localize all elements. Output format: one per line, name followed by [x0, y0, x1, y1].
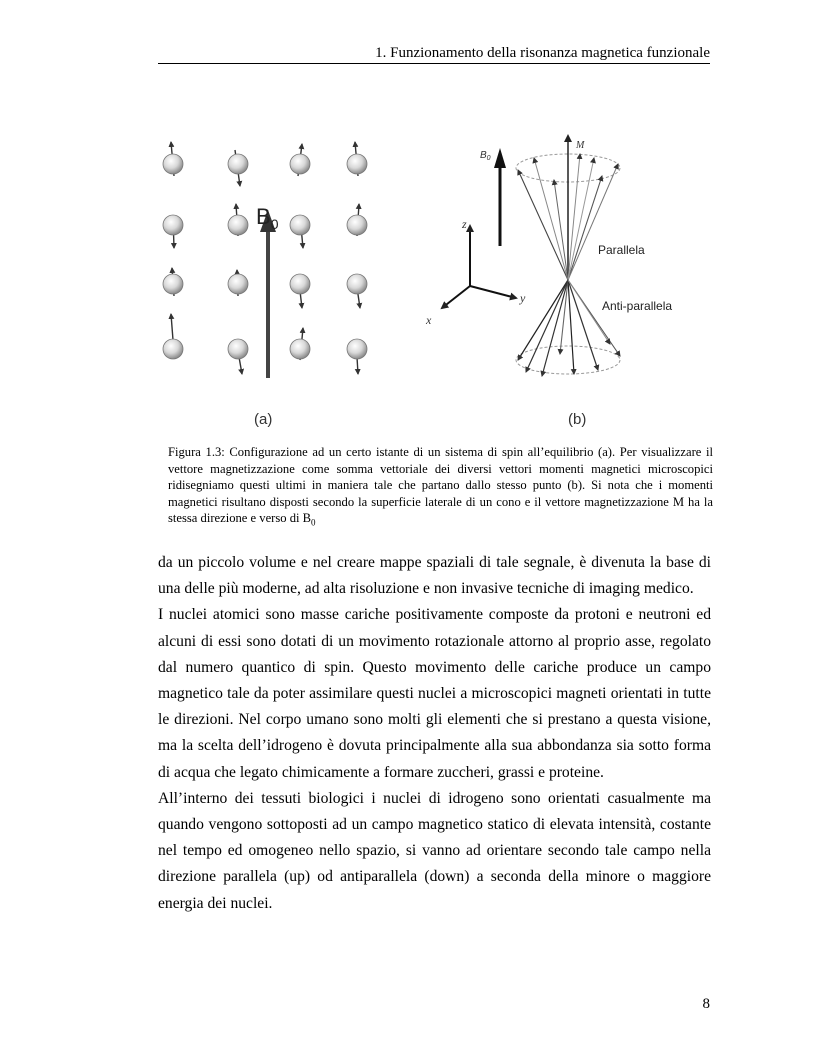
b0-label-b: $B_0$ [480, 150, 491, 162]
paragraph: I nuclei atomici sono masse cariche positivamente composte da protoni e neutroni ed alcuni di essi sono dotati di un movimento rotazionale attorno al proprio asse, regolato dal numero quantico di spin. Questo movimento delle cariche produce un campo magnetico tale da poter assimilare questi nuclei a microscopici magneti orientati in tutte le direzioni. Nel corpo umano sono molti gli elementi che si prestano a questa visione, ma la scelta dell’idrogeno è dovuta principalmente alla sua abbondanza sia sotto forma di acqua che legato chimicamente a formare zuccheri, grassi e proteine. [158, 606, 711, 781]
b0-label-a: $B_0$ [256, 204, 279, 232]
header-title: 1. Funzionamento della risonanza magnetica funzionale [375, 45, 710, 61]
panel-a-label: (a) [254, 411, 273, 428]
caption-subscript: 0 [311, 517, 316, 528]
spin [290, 328, 310, 360]
magnetization-label: M [576, 140, 585, 151]
antiparallel-label: Anti-parallela [602, 299, 673, 313]
figure-spin-system [150, 128, 720, 433]
paragraph: da un piccolo volume e nel creare mappe spaziali di tale segnale, è divenuta la base di una delle più moderne, ad alta risoluzione e non invasive tecniche di imaging medico. [158, 554, 711, 598]
spin [163, 268, 183, 296]
page-number: 8 [702, 996, 710, 1012]
spin [347, 339, 367, 374]
coordinate-axes [442, 226, 516, 308]
axis-z-label: z [462, 217, 467, 231]
paragraph: All’interno dei tessuti biologici i nuclei di idrogeno sono orientati casualmente ma quando vengono sottoposti ad un campo magnetico statico di elevata intensità, costante nel tempo ed omogeneo nello spazio, si vanno ad orientare secondo tale campo nella direzione parallela (up) od antiparallela (down) a seconda della minore o maggiore energia dei nuclei. [158, 789, 711, 912]
b0-field-arrow-a [260, 210, 276, 378]
spin [290, 274, 310, 308]
spin [163, 142, 183, 176]
figure-caption [168, 444, 713, 531]
spin [228, 150, 248, 186]
figure-drawing [150, 128, 720, 433]
spin [228, 339, 248, 374]
body-text [158, 550, 711, 917]
spin [347, 204, 367, 236]
axis-x-label: x [426, 313, 432, 327]
spin [163, 215, 183, 248]
spin [228, 204, 248, 236]
panel-a-spins [163, 142, 367, 374]
spin [347, 274, 367, 308]
axis-y-label: y [520, 291, 526, 305]
panel-b-label: (b) [568, 411, 587, 428]
caption-text: Figura 1.3: Configurazione ad un certo istante di un sistema di spin all’equilibrio (a). Per visualizzare il vettore magnetizzazione come somma vettoriale dei diversi vettori momenti magnetici microscopici ridisegniamo questi ultimi in maniera tale che partano dallo stesso punto (b). Si nota che i momenti magnetici risultano disposti secondo la superficie laterale di un cono e il vettore magnetizzazione M ha la stessa direzione e verso di B [168, 445, 713, 525]
spin [163, 314, 183, 359]
b0-field-arrow-b [494, 148, 506, 246]
spin [347, 142, 367, 176]
parallel-label: Parallela [598, 243, 645, 257]
spin [290, 215, 310, 248]
running-header [158, 44, 710, 62]
spin [290, 144, 310, 176]
header-rule [158, 63, 710, 64]
spin [228, 270, 248, 296]
